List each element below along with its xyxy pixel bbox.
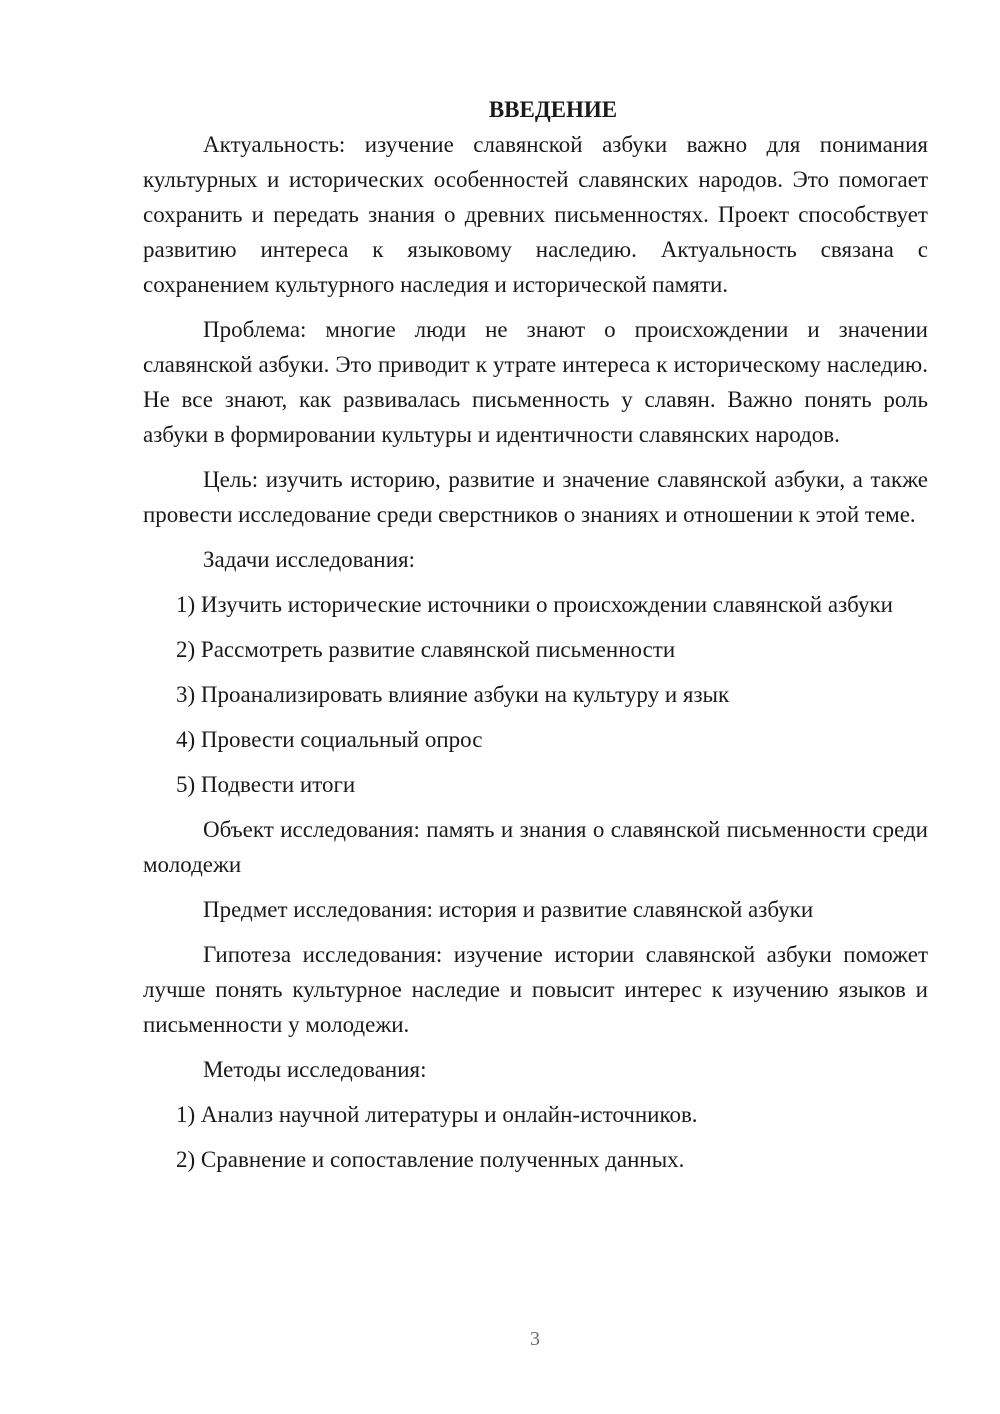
method-item-2: 2) Сравнение и сопоставление полученных данных. — [176, 1147, 685, 1172]
subject-paragraph: Предмет исследования: история и развитие славянской азбуки — [203, 897, 814, 922]
method-item-1: 1) Анализ научной литературы и онлайн-источников. — [176, 1102, 698, 1127]
task-item-1: 1) Изучить исторические источники о происхождении славянской азбуки — [176, 592, 893, 617]
page-number: 3 — [530, 1328, 540, 1350]
task-item-4: 4) Провести социальный опрос — [176, 727, 483, 752]
section-heading: ВВЕДЕНИЕ — [488, 97, 618, 122]
task-item-3: 3) Проанализировать влияние азбуки на культуру и язык — [176, 682, 730, 707]
relevance-paragraph: Актуальность: изучение славянской азбуки важно для понимания культурных и исторических особенностей славянских народов. Это помогает сохранить и передать знания о древних письменностях. Проект способствует развитию интереса к языковому наследию. Актуальность связана с сохранением культурного наследия и исторической памяти. — [143, 132, 928, 297]
task-item-2: 2) Рассмотреть развитие славянской письменности — [176, 637, 676, 662]
tasks-title: Задачи исследования: — [203, 547, 416, 572]
goal-paragraph: Цель: изучить историю, развитие и значение славянской азбуки, а также провести исследование среди сверстников о знаниях и отношении к этой теме. — [143, 467, 928, 527]
methods-title: Методы исследования: — [203, 1057, 427, 1082]
page-content — [143, 92, 928, 1187]
problem-paragraph: Проблема: многие люди не знают о происхождении и значении славянской азбуки. Это приводит к утрате интереса к историческому наследию. Не все знают, как развивалась письменность у славян. Важно понять роль азбуки в формировании культуры и идентичности славянских народов. — [143, 317, 928, 447]
object-paragraph: Объект исследования: память и знания о славянской письменности среди молодежи — [143, 817, 928, 877]
task-item-5: 5) Подвести итоги — [176, 772, 356, 797]
hypothesis-paragraph: Гипотеза исследования: изучение истории славянской азбуки поможет лучше понять культурное наследие и повысит интерес к изучению языков и письменности у молодежи. — [143, 942, 928, 1037]
